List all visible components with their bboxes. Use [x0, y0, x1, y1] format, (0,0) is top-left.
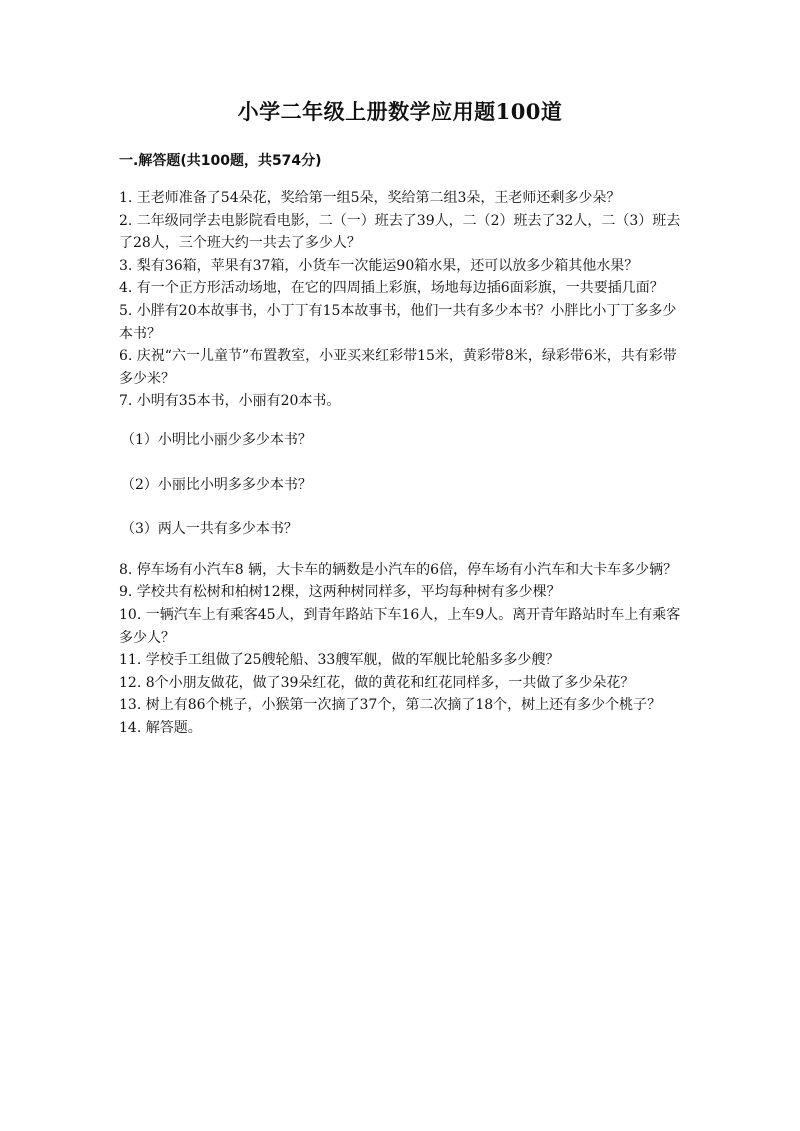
page-title: 小学二年级上册数学应用题100道	[237, 99, 563, 124]
question-9: 9. 学校共有松树和柏树12棵，这两种树同样多，平均每种树有多少棵？	[119, 584, 561, 601]
sub-question-list	[119, 429, 685, 541]
sub-question-2: （2）小丽比小明多多少本书？	[121, 476, 312, 493]
question-8: 8. 停车场有小汽车8 辆，大卡车的辆数是小汽车的6倍，停车场有小汽车和大卡车多少辆？	[119, 561, 678, 578]
question-3: 3. 梨有36箱，苹果有37箱，小货车一次能运90箱水果，还可以放多少箱其他水果？	[119, 257, 639, 274]
question-4: 4. 有一个正方形活动场地，在它的四周插上彩旗，场地每边插6面彩旗，一共要插几面？	[119, 280, 664, 297]
question-11: 11. 学校手工组做了25艘轮船、33艘军舰，做的军舰比轮船多多少艘？	[119, 652, 560, 669]
question-14: 14. 解答题。	[119, 719, 202, 736]
question-1: 1. 王老师准备了54朵花，奖给第一组5朵，奖给第二组3朵，王老师还剩多少朵？	[119, 190, 621, 206]
question-2: 2. 二年级同学去电影院看电影，二（一）班去了39人，二（2）班去了32人，二（3）班去了28人，三个班大约一共去了多少人？	[119, 212, 681, 252]
question-list	[119, 187, 685, 739]
question-6: 6. 庆祝“六一儿童节”布置教室，小亚买来红彩带15米，黄彩带8米，绿彩带6米，共有彩带多少米？	[119, 348, 677, 387]
question-10: 10. 一辆汽车上有乘客45人，到青年路站下车16人，上车9人。离开青年路站时车上有乘客多少人？	[119, 606, 681, 646]
sub-question-3: （3）两人一共有多少本书？	[121, 521, 298, 538]
question-7: 7. 小明有35本书，小丽有20本书。	[119, 393, 341, 410]
question-13: 13. 树上有86个桃子，小猴第一次摘了37个，第二次摘了18个，树上还有多少个桃子？	[119, 697, 662, 714]
question-5: 5. 小胖有20本故事书，小丁丁有15本故事书，他们一共有多少本书？小胖比小丁丁多多少本书？	[119, 302, 677, 342]
section-heading: 一.解答题(共100题，共574分)	[119, 153, 322, 169]
sub-question-1: （1）小明比小丽少多少本书？	[121, 431, 312, 448]
question-12: 12. 8个小朋友做花，做了39朵红花，做的黄花和红花同样多，一共做了多少朵花？	[119, 674, 635, 691]
